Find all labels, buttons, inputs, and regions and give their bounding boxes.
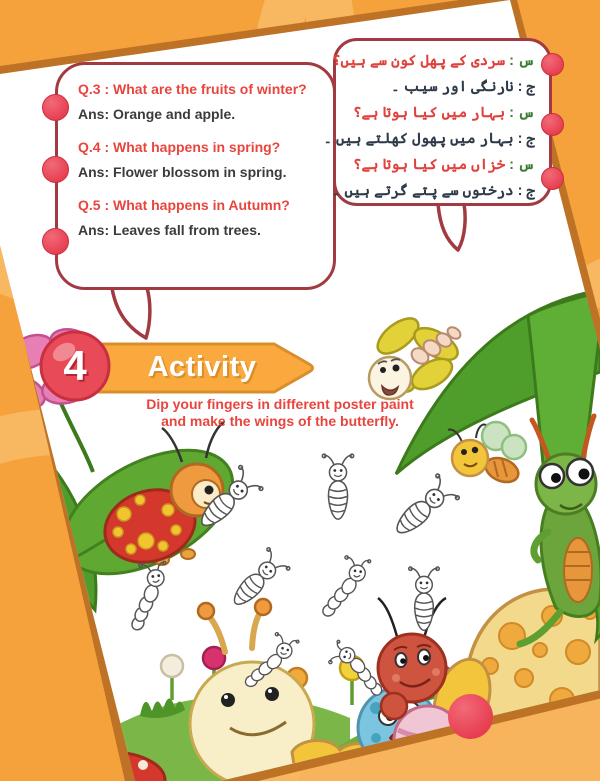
- butterfly-body-outline: [387, 473, 460, 543]
- bubble-dot: [42, 228, 69, 255]
- activity-number: 4: [63, 342, 87, 389]
- bubble-dot: [541, 53, 564, 76]
- activity-title: Activity: [147, 351, 257, 383]
- butterfly-body-outline: [322, 454, 353, 519]
- question-line: Q.5 : What happens in Autumn?: [78, 197, 290, 213]
- bubble-dot: [541, 167, 564, 190]
- bubble-dot: [42, 94, 69, 121]
- answer-line: ج : درختوں سے پتے گرتے ہیں ۔: [332, 183, 535, 199]
- butterfly-body-outline: [409, 567, 440, 630]
- answer-line: ج : بہار میں پھول کھلتے ہیں ۔: [323, 131, 535, 147]
- bubble-dot: [42, 156, 69, 183]
- answer-line: Ans: Flower blossom in spring.: [78, 164, 287, 180]
- butterfly-body-outline: [320, 553, 371, 623]
- question-line: س : بہار میں کیا ہوتا ہے؟: [353, 105, 535, 121]
- question-line: Q.4 : What happens in spring?: [78, 139, 281, 155]
- question-line: Q.3 : What are the fruits of winter?: [78, 81, 307, 97]
- bubble-dot: [541, 113, 564, 136]
- speech-bubble-urdu: [323, 38, 552, 206]
- answer-line: ج : نارنگی اور سیب ۔: [391, 79, 535, 95]
- question-line: س : خزاں میں کیا ہوتا ہے؟: [353, 157, 535, 173]
- page-marker-dot: [448, 694, 493, 739]
- activity-instruction: Dip your fingers in different poster paint and make the wings of the butterfly.: [146, 396, 414, 429]
- answer-line: Ans: Orange and apple.: [78, 106, 236, 122]
- speech-bubble-english: [55, 62, 336, 290]
- answer-line: Ans: Leaves fall from trees.: [78, 222, 261, 238]
- question-line: س : سردی کے پھل کون سے ہیں؟: [332, 53, 535, 69]
